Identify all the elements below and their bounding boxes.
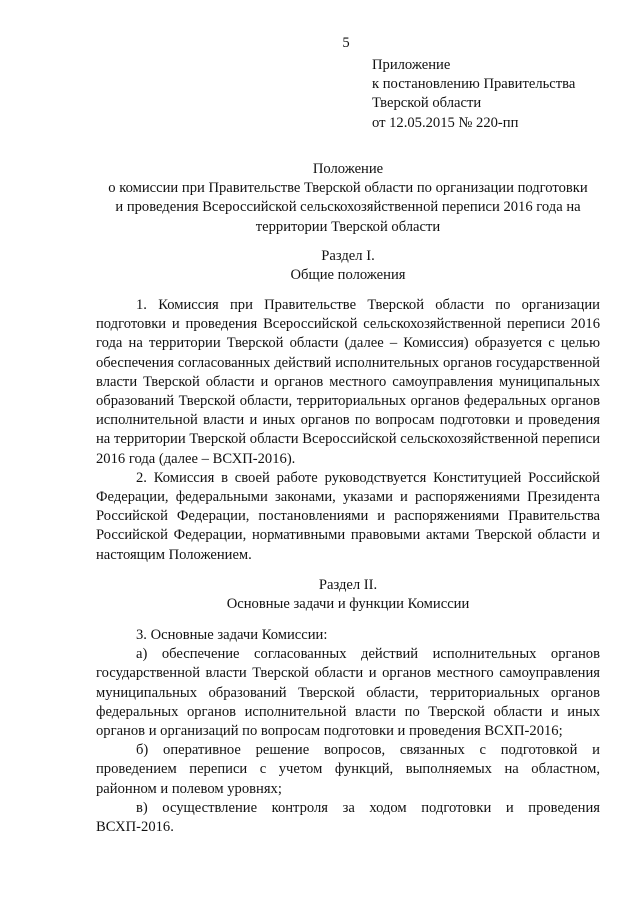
title-line: о комиссии при Правительстве Тверской области по организации подготовки: [108, 180, 588, 197]
title-line: территории Тверской области: [255, 218, 441, 235]
appendix-header: [372, 56, 575, 133]
section-1-heading: [96, 247, 600, 285]
section-2-heading: [96, 576, 600, 614]
list-item-a: а) обеспечение согласованных действий исполнительных органов государственной власти Тверской области и органов местного самоуправления муниципальных образований Тверской области, территориальных органов федеральных органов исполнительной власти по Тверской области и иных органов и организаций по вопросам подготовки и проведения ВСХП-2016;: [96, 646, 600, 740]
paragraph-2: 2. Комиссия в своей работе руководствуется Конституцией Российской Федерации, федеральными законами, указами и распоряжениями Президента Российской Федерации, постановлениями и распоряжениями Правительства Российской Федерации, нормативными правовыми актами Тверской области и настоящим Положением.: [96, 469, 600, 563]
appendix-line: к постановлению Правительства: [372, 76, 576, 93]
paragraph-3-title: 3. Основные задачи Комиссии:: [136, 627, 328, 643]
page-number: 5: [342, 35, 350, 51]
document-title: [96, 160, 600, 237]
list-item-c: в) осуществление контроля за ходом подготовки и проведения ВСХП-2016.: [96, 799, 600, 836]
appendix-date: от 12.05.2015 № 220-пп: [372, 114, 519, 131]
section-1-body: [96, 296, 600, 565]
appendix-line: Приложение: [372, 57, 451, 73]
paragraph-1: 1. Комиссия при Правительстве Тверской области по организации подготовки и проведения Всероссийской сельскохозяйственной переписи 2016 года на территории Тверской области (далее – Комиссия) образуется с целью обеспечения согласованных действий исполнительных органов государственной власти Тверской области и органов местного самоуправления муниципальных образований Тверской области, территориальных органов федеральных органов исполнительной власти и иных органов по вопросам подготовки и проведения на территории Тверской области Всероссийской сельскохозяйственной переписи 2016 года (далее – ВСХП-2016).: [96, 297, 600, 467]
section-title: Общие положения: [290, 267, 406, 284]
section-title: Основные задачи и функции Комиссии: [226, 596, 470, 613]
section-2-body: [96, 626, 600, 837]
title-line: и проведения Всероссийской сельскохозяйственной переписи 2016 года на: [115, 199, 581, 216]
title-line: Положение: [312, 161, 384, 177]
list-item-b: б) оперативное решение вопросов, связанных с подготовкой и проведением переписи с учетом функций, выполняемых на областном, районном и полевом уровнях;: [96, 742, 600, 797]
appendix-line: Тверской области: [372, 95, 482, 112]
section-number: Раздел I.: [321, 248, 375, 264]
section-number: Раздел II.: [318, 577, 378, 593]
